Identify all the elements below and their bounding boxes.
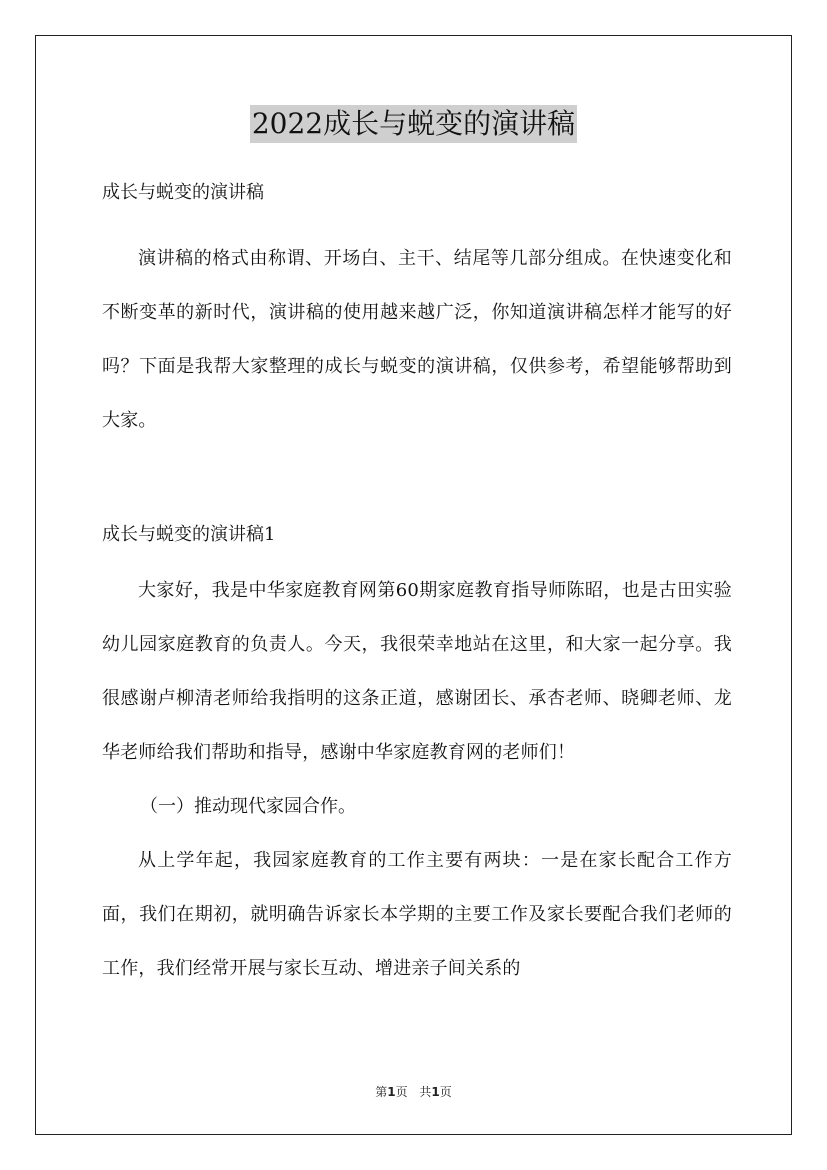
page-label-prefix: 第: [375, 1085, 388, 1099]
page-indicator: [375, 1085, 407, 1099]
total-label-suffix: 页: [439, 1085, 452, 1099]
sub-item-heading: （一）推动现代家园合作。: [140, 796, 356, 817]
section-heading: 成长与蜕变的演讲稿1: [102, 524, 276, 545]
document-body: [102, 174, 732, 996]
page-label-suffix: 页: [395, 1085, 408, 1099]
intro-paragraph: 演讲稿的格式由称谓、开场白、主干、结尾等几部分组成。在快速变化和不断变革的新时代，演讲稿的使用越来越广泛，你知道演讲稿怎样才能写的好吗？下面是我帮大家整理的成长与蜕变的演讲稿，仅供参考，希望能够帮助到大家。: [102, 248, 732, 431]
page-number: 1: [387, 1085, 396, 1099]
section-paragraph: 从上学年起，我园家庭教育的工作主要有两块：一是在家长配合工作方面，我们在期初，就明确告诉家长本学期的主要工作及家长要配合我们老师的工作，我们经常开展与家长互动、增进亲子间关系的: [102, 850, 732, 979]
section-paragraph: 大家好，我是中华家庭教育网第60期家庭教育指导师陈昭，也是古田实验幼儿园家庭教育的负责人。今天，我很荣幸地站在这里，和大家一起分享。我很感谢卢柳清老师给我指明的这条正道，感谢团长、承杏老师、晓卿老师、龙华老师给我们帮助和指导，感谢中华家庭教育网的老师们！: [102, 580, 732, 763]
total-pages: 1: [431, 1085, 440, 1099]
page-footer: [0, 1084, 827, 1100]
intro-heading: 成长与蜕变的演讲稿: [102, 182, 264, 203]
document-title-text: 2022成长与蜕变的演讲稿: [250, 105, 577, 143]
total-pages-indicator: [419, 1085, 451, 1099]
total-label-prefix: 共: [419, 1085, 432, 1099]
document-title: [0, 103, 827, 143]
